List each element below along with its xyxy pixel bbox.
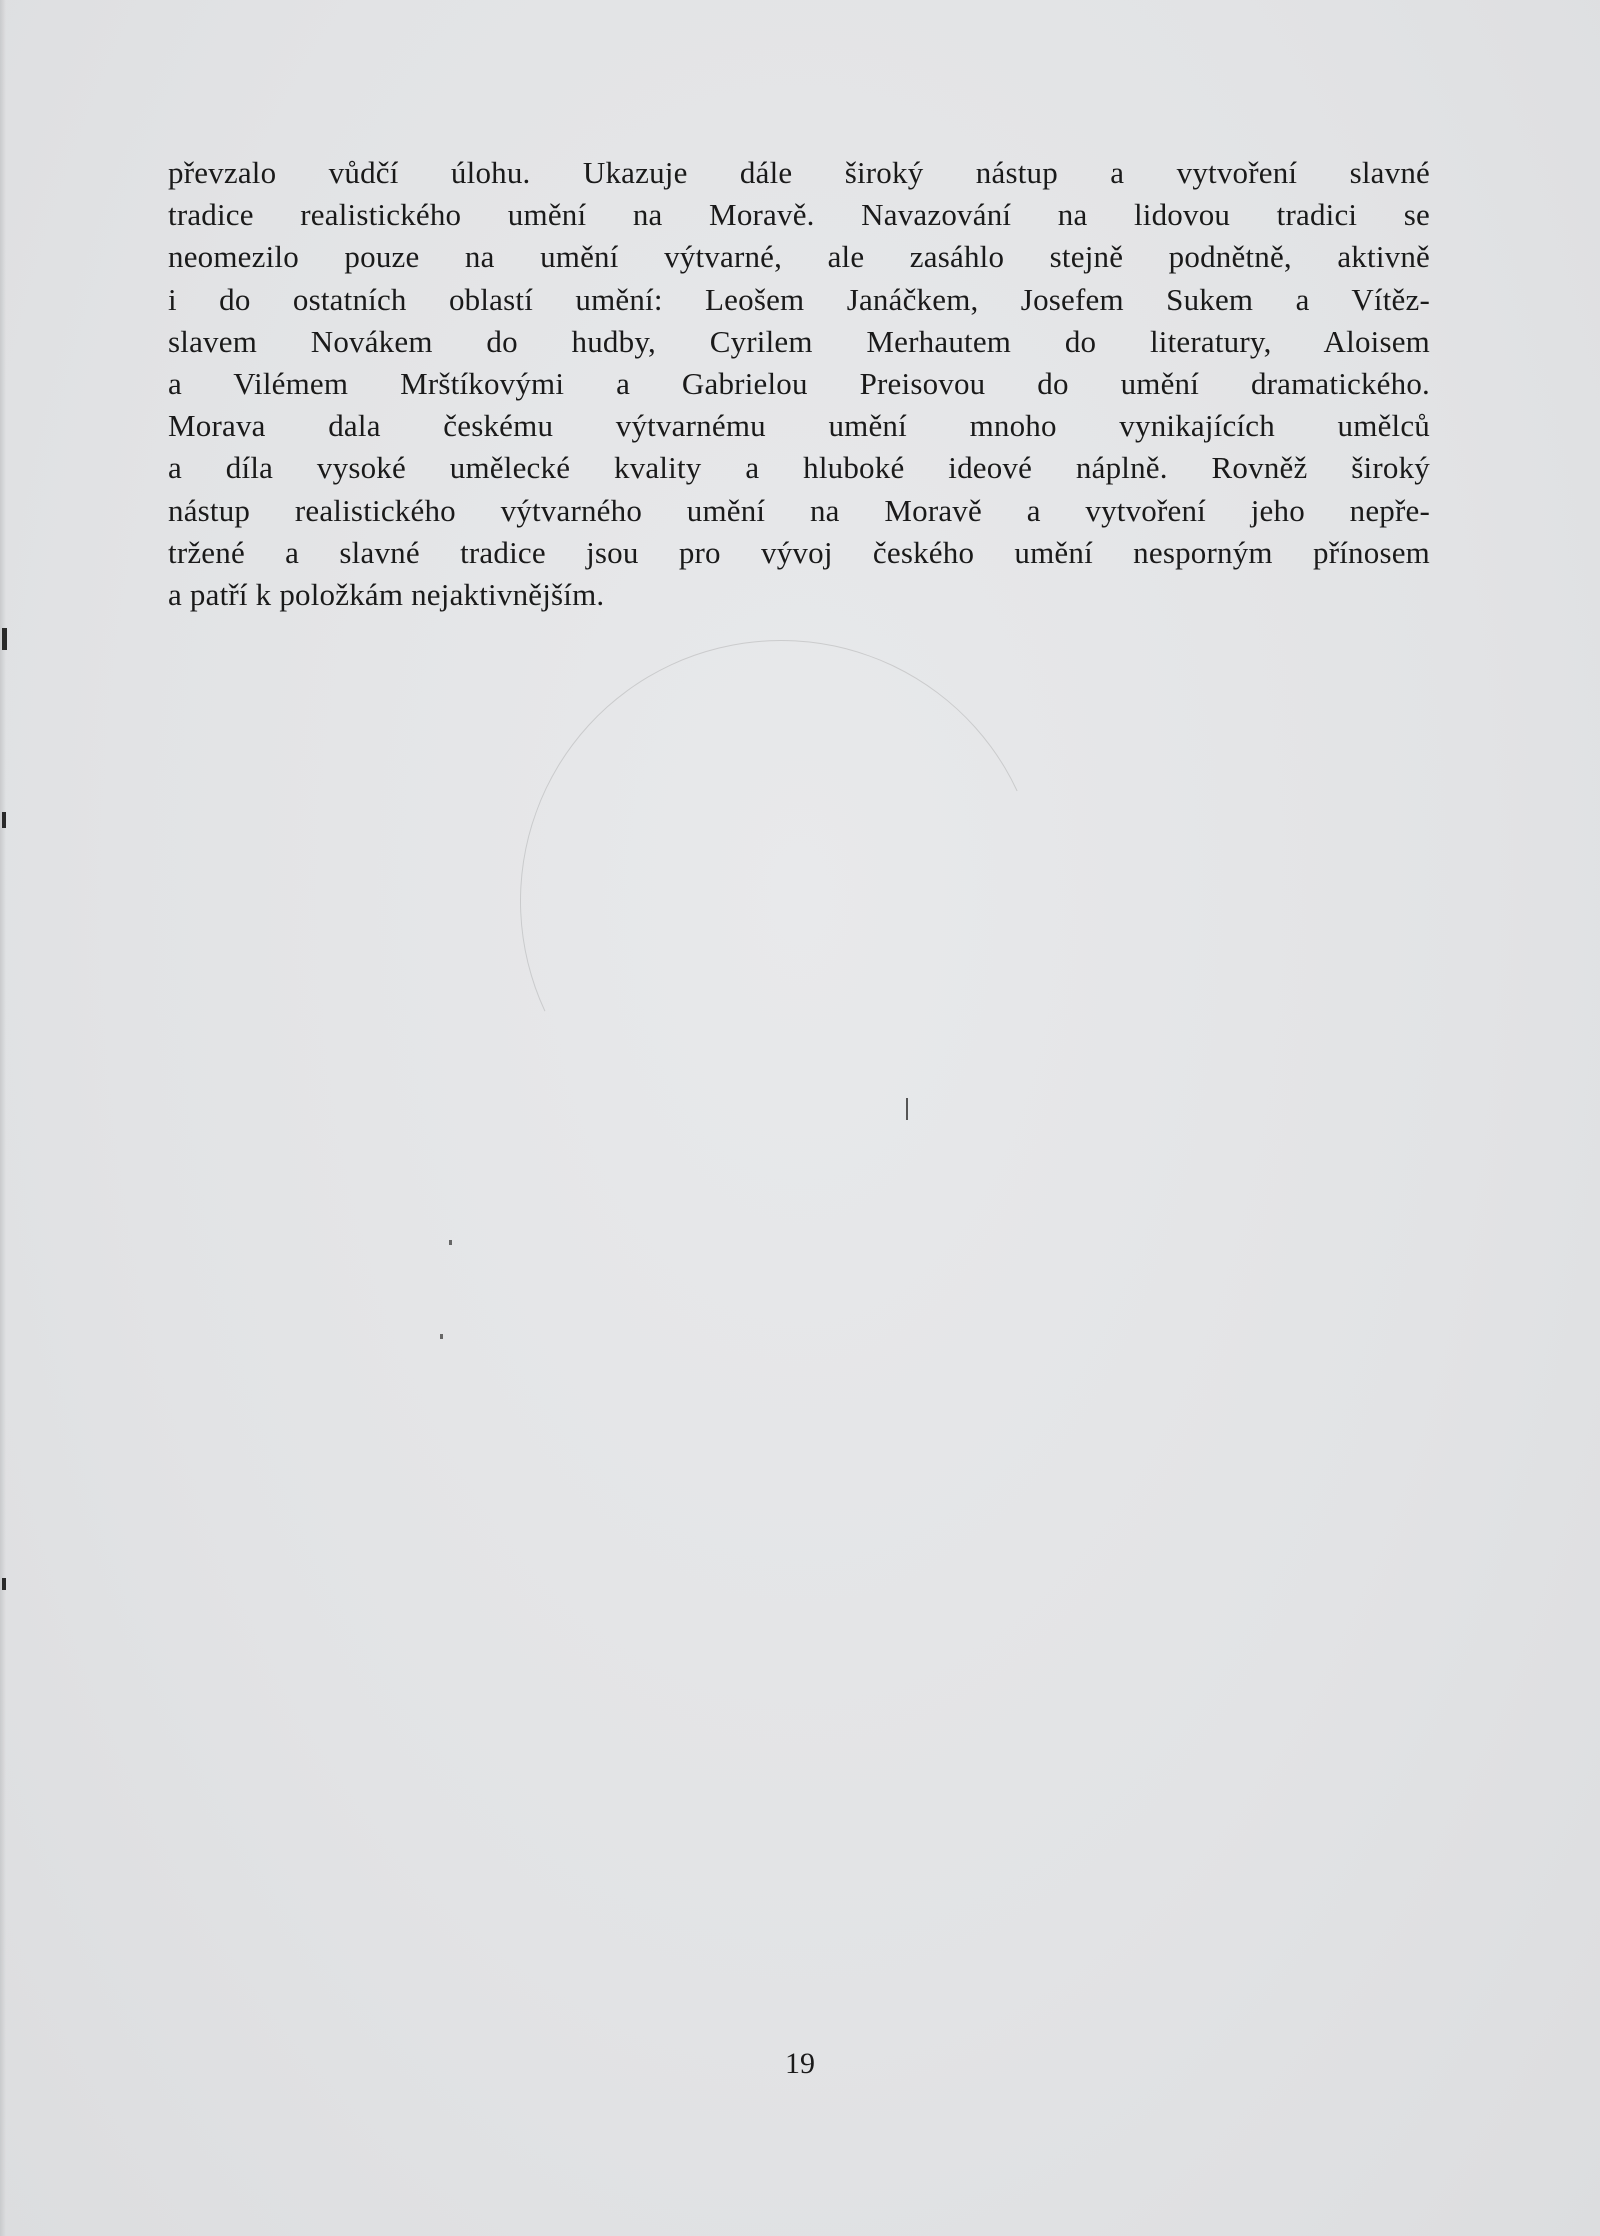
text-line: tržené a slavné tradice jsou pro vývoj českého umění nesporným přínosem bbox=[168, 534, 1430, 570]
scan-speck bbox=[2, 1578, 6, 1590]
text-line: a patří k položkám nejaktivnějším. bbox=[168, 576, 605, 612]
scan-speck bbox=[440, 1334, 443, 1339]
text-line: Morava dala českému výtvarnému umění mnoho vynikajících umělců bbox=[168, 408, 1430, 444]
text-line: převzalo vůdčí úlohu. Ukazuje dále široký nástup a vytvoření slavné bbox=[168, 155, 1430, 190]
paper-crease bbox=[446, 566, 1115, 1235]
scan-speck bbox=[449, 1240, 452, 1245]
scan-speck bbox=[906, 1098, 908, 1120]
scan-speck bbox=[2, 812, 6, 828]
text-line: i do ostatních oblastí umění: Leošem Janáčkem, Josefem Sukem a Vítěz- bbox=[168, 281, 1430, 317]
scan-speck bbox=[2, 628, 7, 650]
text-line: neomezilo pouze na umění výtvarné, ale zasáhlo stejně podnětně, aktivně bbox=[168, 239, 1430, 275]
text-line: tradice realistického umění na Moravě. Navazování na lidovou tradici se bbox=[168, 197, 1430, 233]
page-edge-shadow bbox=[0, 0, 6, 2236]
text-line: a Vilémem Mrštíkovými a Gabrielou Preisovou do umění dramatického. bbox=[168, 365, 1430, 401]
text-line: nástup realistického výtvarného umění na Moravě a vytvoření jeho nepře- bbox=[168, 492, 1430, 528]
text-line: a díla vysoké umělecké kvality a hluboké ideové náplně. Rovněž široký bbox=[168, 450, 1430, 486]
body-text bbox=[168, 152, 1430, 616]
text-line: slavem Novákem do hudby, Cyrilem Merhautem do literatury, Aloisem bbox=[168, 323, 1430, 359]
page-number: 19 bbox=[785, 2047, 815, 2080]
